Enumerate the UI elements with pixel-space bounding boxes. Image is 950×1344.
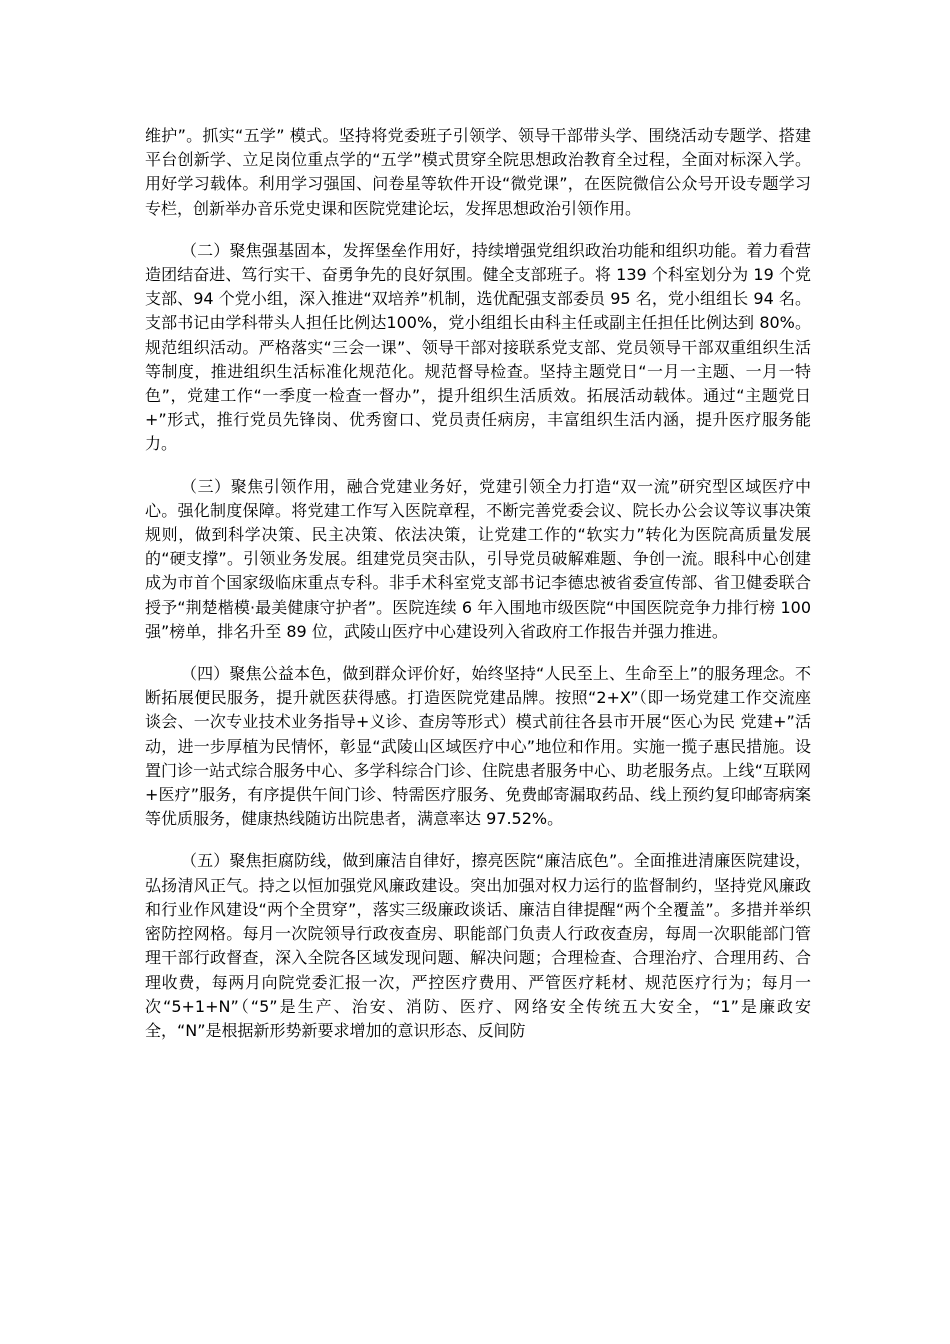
paragraph-section-two: （二）聚焦强基固本，发挥堡垒作用好，持续增强党组织政治功能和组织功能。着力看营造团结奋进、笃行实干、奋勇争先的良好氛围。健全支部班子。将 139 个科室划分为 19 个党支部、94 个党小组，深入推进“双培养”机制，选优配强支部委员 95 名，党小组组长 94 名。支部书记由学科带头人担任比例达100%，党小组组长由科主任或副主任担任比例达到 80%。规范组织活动。严格落实“三会一课”、领导干部对接联系党支部、党员领导干部双重组织生活等制度，推进组织生活标准化规范化。规范督导检查。坚持主题党日“一月一主题、一月一特色”，党建工作“一季度一检查一督办”，提升组织生活质效。拓展活动载体。通过“主题党日+”形式，推行党员先锋岗、优秀窗口、党员责任病房，丰富组织生活内涵，提升医疗服务能力。 [145,240,811,454]
document-page [145,124,811,1043]
paragraph-continued: 维护”。抓实“五学” 模式。坚持将党委班子引领学、领导干部带头学、围绕活动专题学、搭建平台创新学、立足岗位重点学的“五学”模式贯穿全院思想政治教育全过程，全面对标深入学。用好学习载体。利用学习强国、问卷星等软件开设“微党课”，在医院微信公众号开设专题学习专栏，创新举办音乐党史课和医院党建论坛，发挥思想政治引领作用。 [145,126,811,218]
paragraph-section-five: （五）聚焦拒腐防线，做到廉洁自律好，擦亮医院“廉洁底色”。全面推进清廉医院建设，弘扬清风正气。持之以恒加强党风廉政建设。突出加强对权力运行的监督制约，坚持党风廉政和行业作风建设“两个全贯穿”，落实三级廉政谈话、廉洁自律提醒“两个全覆盖”。多措并举织密防控网格。每月一次院领导行政夜查房、职能部门负责人行政夜查房，每周一次职能部门管理干部行政督查，深入全院各区域发现问题、解决问题；合理检查、合理治疗、合理用药、合理收费，每两月向院党委汇报一次，严控医疗费用、严管医疗耗材、规范医疗行为；每月一次“5+1+N”（“5”是生产、治安、消防、医疗、网络安全传统五大安全，“1”是廉政安全，“N”是根据新形势新要求增加的意识形态、反间防 [145,851,811,1040]
paragraph-section-three: （三）聚焦引领作用，融合党建业务好，党建引领全力打造“双一流”研究型区域医疗中心。强化制度保障。将党建工作写入医院章程，不断完善党委会议、院长办公会议等议事决策规则，做到科学决策、民主决策、依法决策，让党建工作的“软实力”转化为医院高质量发展的“硬支撑”。引领业务发展。组建党员突击队，引导党员破解难题、争创一流。眼科中心创建成为市首个国家级临床重点专科。非手术科室党支部书记李德忠被省委宣传部、省卫健委联合授予“荆楚楷模·最美健康守护者”。医院连续 6 年入围地市级医院“中国医院竞争力排行榜 100 强”榜单，排名升至 89 位，武陵山医疗中心建设列入省政府工作报告并强力推进。 [145,476,811,641]
paragraph-section-four: （四）聚焦公益本色，做到群众评价好，始终坚持“人民至上、生命至上”的服务理念。不断拓展便民服务，提升就医获得感。打造医院党建品牌。按照“2+X”（即一场党建工作交流座谈会、一次专业技术业务指导+义诊、查房等形式）模式前往各县市开展“医心为民 党建+”活动，进一步厚植为民情怀，彰显“武陵山区域医疗中心”地位和作用。实施一揽子惠民措施。设置门诊一站式综合服务中心、多学科综合门诊、住院患者服务中心、助老服务点。上线“互联网+医疗”服务，有序提供午间门诊、特需医疗服务、免费邮寄漏取药品、线上预约复印邮寄病案等优质服务，健康热线随访出院患者，满意率达 97.52%。 [145,664,811,829]
